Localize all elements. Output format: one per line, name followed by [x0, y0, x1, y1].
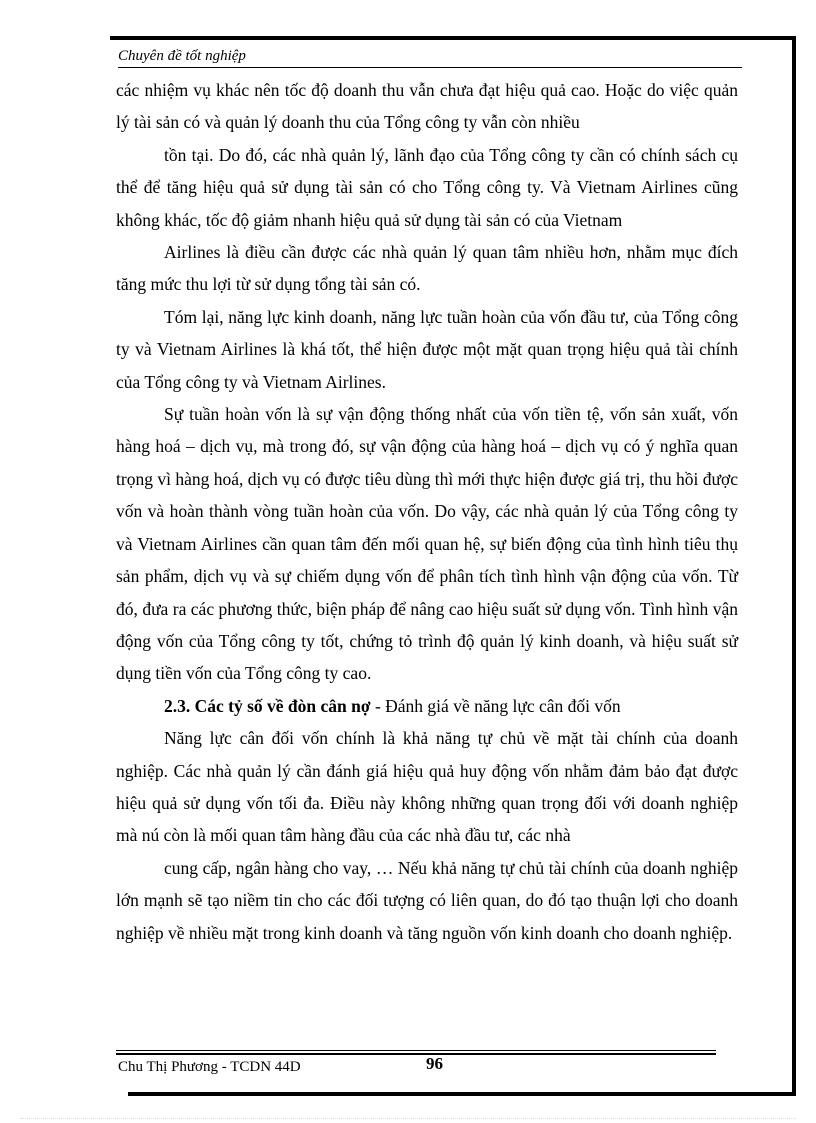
page-border-right — [792, 36, 796, 1096]
document-body — [116, 74, 738, 949]
header-rule — [118, 67, 742, 68]
paragraph: Tóm lại, năng lực kinh doanh, năng lực tuần hoàn của vốn đầu tư, của Tổng công ty và Vietnam Airlines là khá tốt, thể hiện được một mặt quan trọng hiệu quả tài chính của Tổng công ty và Vietnam Airlines. — [116, 306, 738, 392]
page-number: 96 — [426, 1054, 443, 1073]
header-title: Chuyên đề tốt nghiệp — [118, 48, 246, 64]
section-heading-number-title: 2.3. Các tỷ số về đòn cân nợ — [164, 695, 371, 716]
paragraph: các nhiệm vụ khác nên tốc độ doanh thu vẫn chưa đạt hiệu quả cao. Hoặc do việc quản lý tài sản có và quản lý doanh thu của Tổng công ty vẫn còn nhiều — [116, 80, 738, 133]
page-border-bottom — [128, 1092, 796, 1096]
section-heading-subtitle: - Đánh giá về năng lực cân đối vốn — [370, 695, 621, 716]
footer-author: Chu Thị Phương - TCDN 44D — [118, 1059, 301, 1075]
paragraph: cung cấp, ngân hàng cho vay, … Nếu khả năng tự chủ tài chính của doanh nghiệp lớn mạnh sẽ tạo niềm tin cho các đối tượng có liên quan, do đó tạo thuận lợi cho doanh nghiệp về nhiều mặt trong kinh doanh và tăng nguồn vốn kinh doanh cho doanh nghiệp. — [116, 857, 738, 943]
paragraph: Năng lực cân đối vốn chính là khả năng tự chủ về mặt tài chính của doanh nghiệp. Các nhà quản lý cần đánh giá hiệu quả huy động vốn nhằm đảm bảo đạt được hiệu quả sử dụng vốn tối đa. Điều này không những quan trọng đối với doanh nghiệp mà nú còn là mối quan tâm hàng đầu của các nhà đầu tư, các nhà — [116, 728, 738, 846]
page-header — [118, 47, 742, 65]
page-edge-dotted-line — [20, 1118, 796, 1119]
section-heading — [116, 690, 738, 722]
paragraph: tồn tại. Do đó, các nhà quản lý, lãnh đạo của Tổng công ty cần có chính sách cụ thể để tăng hiệu quả sử dụng tài sản có cho Tổng công ty. Và Vietnam Airlines cũng không khác, tốc độ giảm nhanh hiệu quả sử dụng tài sản có của Vietnam — [116, 144, 738, 230]
footer-rule — [116, 1050, 716, 1055]
paragraph: Sự tuần hoàn vốn là sự vận động thống nhất của vốn tiền tệ, vốn sản xuất, vốn hàng hoá – dịch vụ, mà trong đó, sự vận động của hàng hoá – dịch vụ có ý nghĩa quan trọng vì hàng hoá, dịch vụ có được tiêu dùng thì mới thực hiện được giá trị, thu hồi được vốn và hoàn thành vòng tuần hoàn của vốn. Do vậy, các nhà quản lý của Tổng công ty và Vietnam Airlines cần quan tâm đến mối quan hệ, sự biến động của tình hình tiêu thụ sản phẩm, dịch vụ và sự chiếm dụng vốn để phân tích tình hình vận động của vốn. Từ đó, đưa ra các phương thức, biện pháp để nâng cao hiệu suất sử dụng vốn. Tình hình vận động vốn của Tổng công ty tốt, chứng tỏ trình độ quản lý kinh doanh, và hiệu suất sử dụng tiền vốn của Tổng công ty cao. — [116, 404, 738, 684]
paragraph: Airlines là điều cần được các nhà quản lý quan tâm nhiều hơn, nhằm mục đích tăng mức thu lợi từ sử dụng tổng tài sản có. — [116, 242, 738, 295]
page-border-top — [110, 36, 796, 40]
